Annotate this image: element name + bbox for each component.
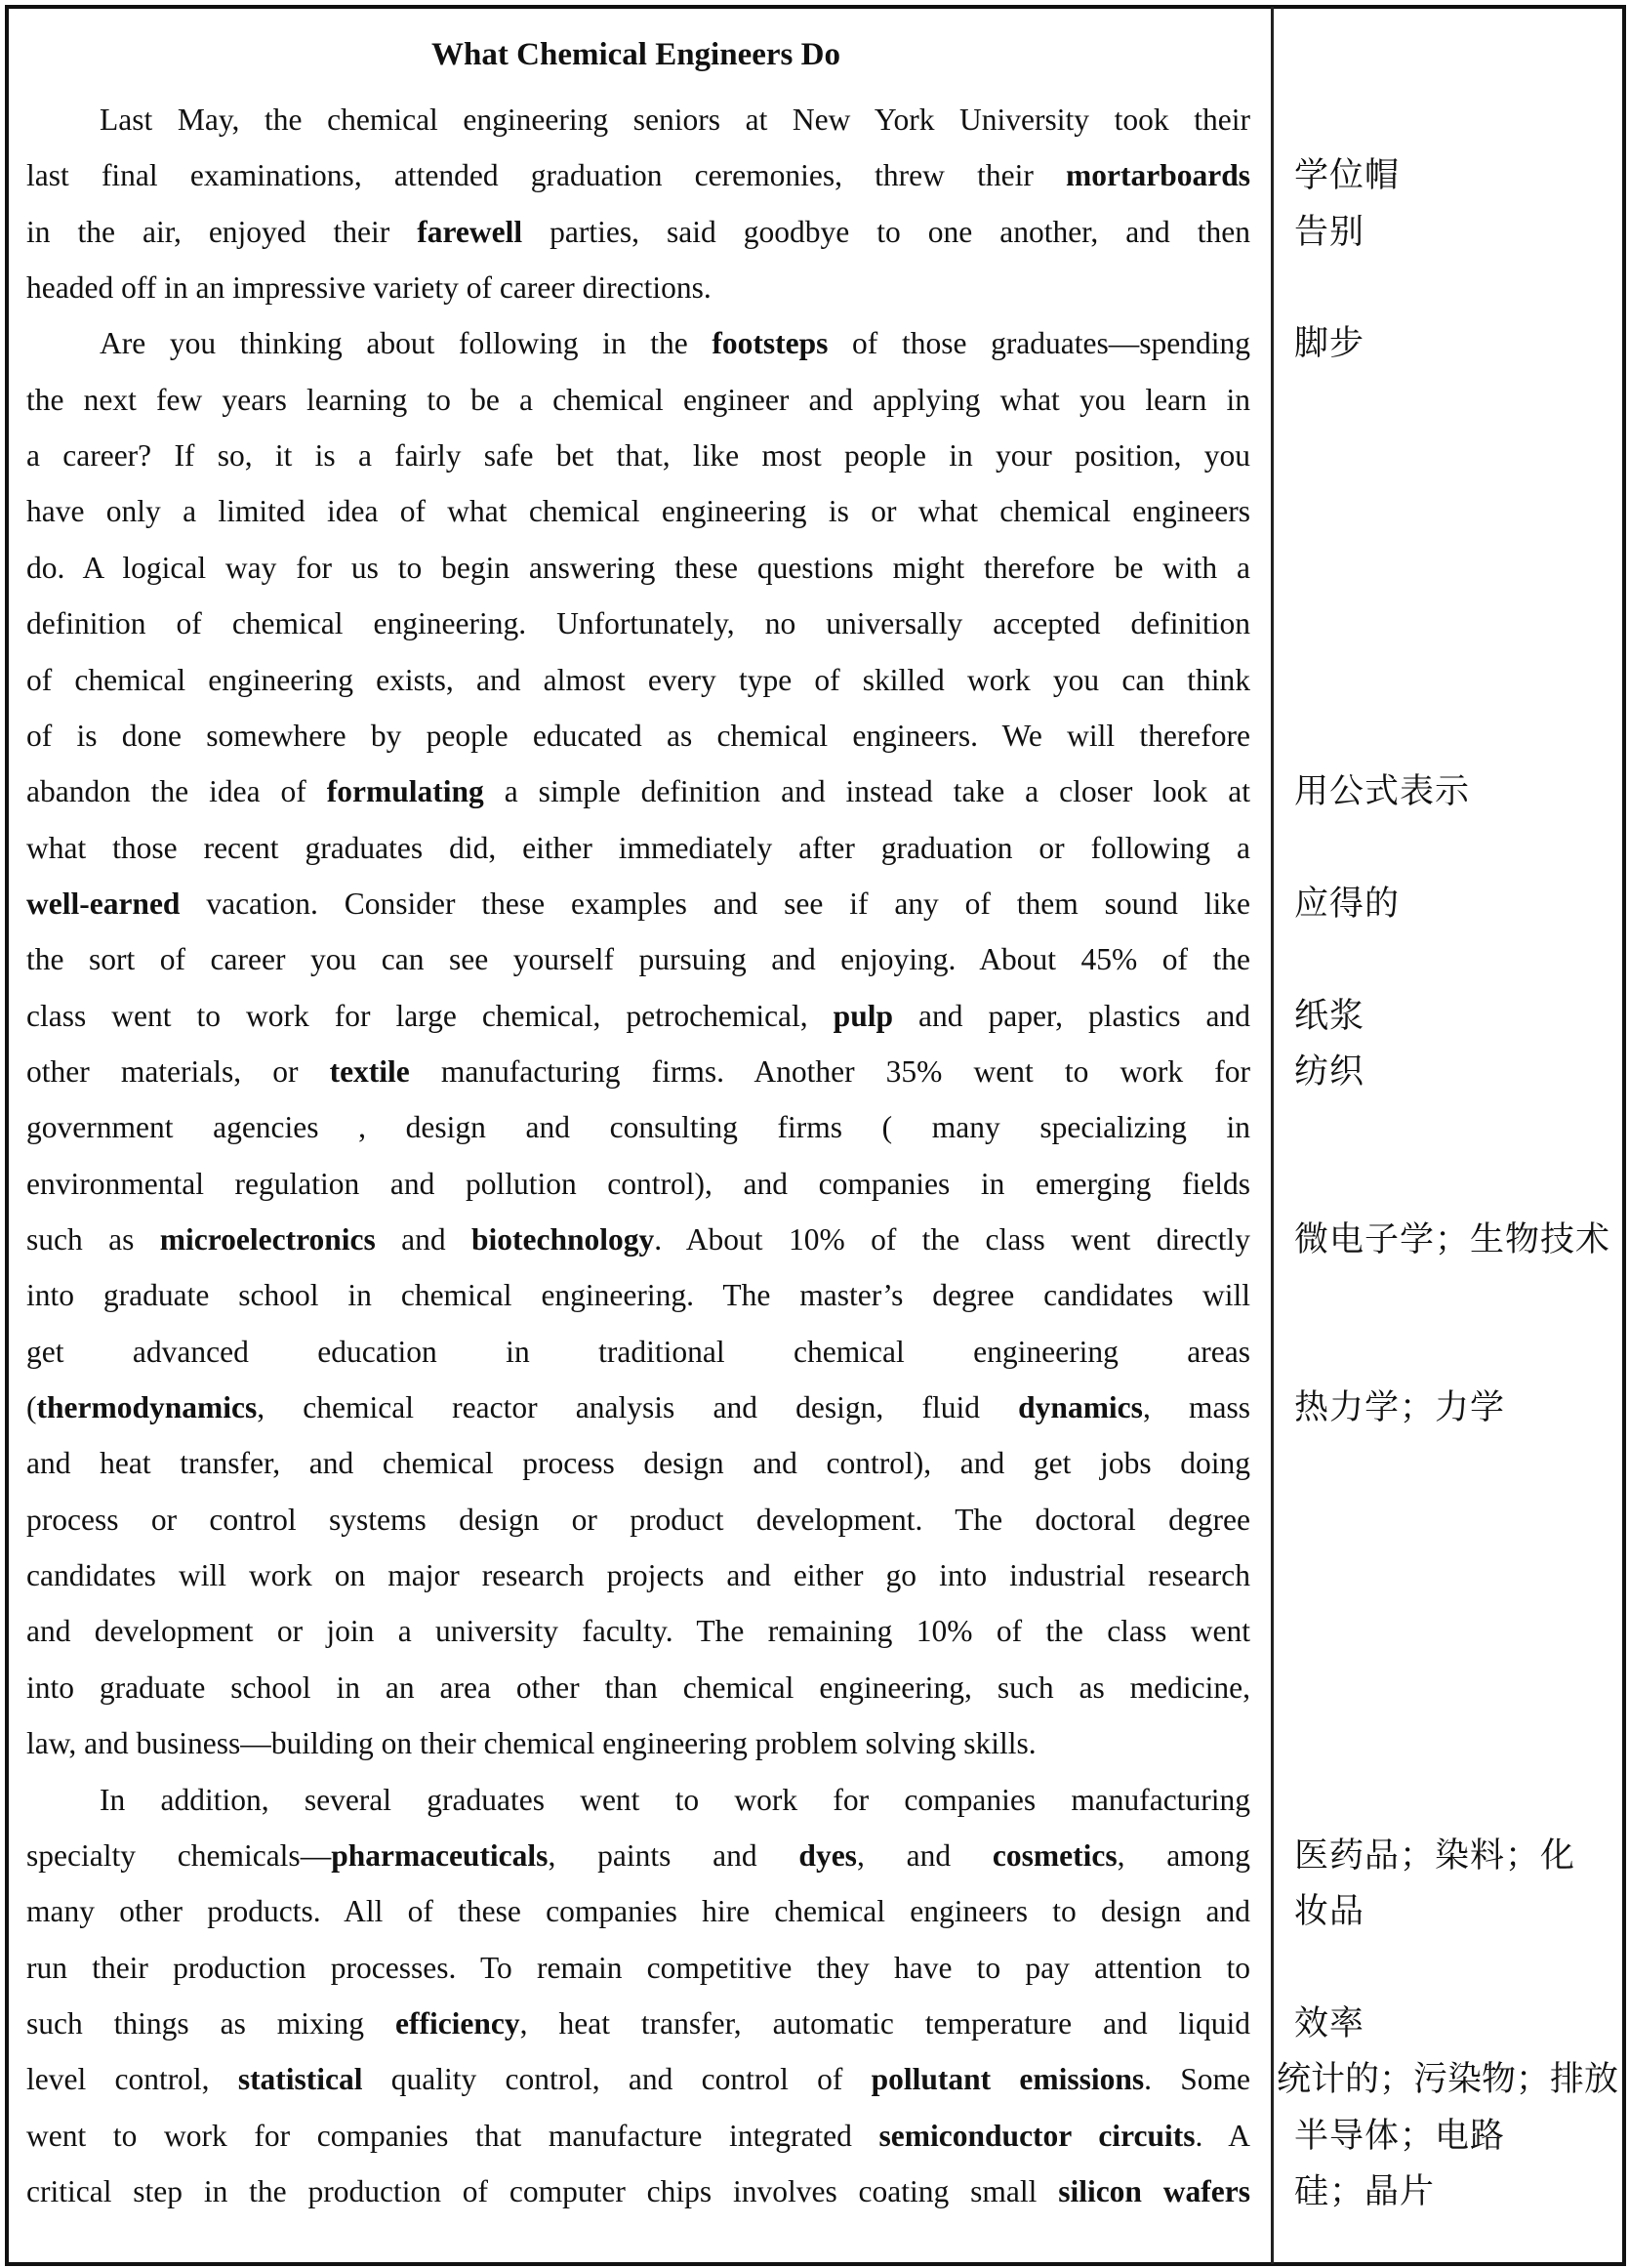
text-run: many other products. All of these companies hire chemical engineers to design and [26, 1894, 1250, 1929]
text-run: In addition, several graduates went to work for companies manufacturing [100, 1782, 1250, 1817]
text-line [26, 376, 1250, 425]
text-line [100, 1776, 1250, 1825]
text-run: and development or join a university faculty. The remaining 10% of the class went [26, 1614, 1250, 1649]
vocabulary-term: silicon wafers [1058, 2173, 1250, 2208]
text-run: and paper, plastics and [892, 998, 1251, 1033]
vocabulary-term: textile [329, 1053, 410, 1089]
glossary-entry: 微电子学；生物技术 [1294, 1220, 1611, 1259]
text-run: abandon the idea of [26, 774, 327, 809]
text-line [26, 487, 1250, 536]
vocabulary-term: well-earned [26, 886, 181, 921]
glossary-entry: 用公式表示 [1294, 772, 1471, 812]
text-run: government agencies , design and consulting firms ( many specializing in [26, 1110, 1250, 1145]
vocabulary-term: farewell [417, 214, 523, 249]
text-line [26, 1551, 1250, 1600]
text-run: of is done somewhere by people educated as chemical engineers. We will therefore [26, 718, 1250, 753]
text-run: what those recent graduates did, either immediately after graduation or following a [26, 830, 1250, 865]
vocabulary-term: pulp [833, 998, 893, 1033]
glossary-entry: 热力学；力学 [1294, 1388, 1506, 1428]
text-line [26, 935, 1250, 984]
text-run: , mass [1142, 1390, 1251, 1425]
text-run: level control, [26, 2062, 238, 2097]
vocabulary-term: cosmetics [992, 1837, 1118, 1873]
text-line [26, 2055, 1250, 2104]
text-run: of those graduates—spending [828, 326, 1251, 361]
glossary-entry: 统计的；污染物；排放 [1277, 2060, 1619, 2100]
text-run: , among [1117, 1837, 1250, 1873]
text-run: law, and business—building on their chemical engineering problem solving skills. [26, 1726, 1037, 1761]
text-run: , heat transfer, automatic temperature and liquid [519, 2005, 1251, 2041]
vocabulary-term: semiconductor circuits [878, 2118, 1196, 2153]
text-run: Are you thinking about following in the [100, 326, 713, 361]
glossary-entry: 告别 [1294, 212, 1365, 252]
vocabulary-term: statistical [237, 2062, 363, 2097]
text-run: and heat transfer, and chemical process design and control), and get jobs doing [26, 1446, 1250, 1481]
text-line [26, 1944, 1250, 1993]
text-run: the next few years learning to be a chemical engineer and applying what you learn in [26, 382, 1250, 417]
glossary-entry: 学位帽 [1294, 156, 1401, 196]
text-run: a career? If so, it is a fairly safe bet that, like most people in your position, you [26, 438, 1250, 474]
text-run: environmental regulation and pollution control), and companies in emerging fields [26, 1166, 1250, 1201]
text-line [26, 1328, 1250, 1377]
text-line [26, 208, 1250, 257]
text-run: Last May, the chemical engineering seniors at New York University took their [100, 103, 1250, 137]
text-line [26, 1216, 1250, 1264]
glossary-entry: 纺织 [1294, 1052, 1365, 1092]
text-run: critical step in the production of computer chips involves coating small [26, 2173, 1059, 2208]
glossary-entry: 效率 [1294, 2003, 1365, 2043]
text-run: of chemical engineering exists, and almost every type of skilled work you can think [26, 662, 1250, 697]
document-title: What Chemical Engineers Do [431, 37, 840, 72]
text-run: a simple definition and instead take a closer look at [483, 774, 1250, 809]
text-line [26, 1887, 1250, 1936]
text-line [100, 96, 1250, 144]
text-line [100, 319, 1250, 368]
glossary-entry: 脚步 [1294, 324, 1365, 364]
glossary-entry: 应得的 [1294, 884, 1401, 924]
text-run: , paints and [548, 1837, 799, 1873]
text-run: . About 10% of the class went directly [654, 1222, 1250, 1257]
text-run: process or control systems design or product development. The doctoral degree [26, 1502, 1250, 1537]
vocabulary-term: mortarboards [1066, 158, 1250, 193]
vocabulary-term: efficiency [394, 2005, 520, 2041]
text-line [26, 432, 1250, 480]
vocabulary-term: biotechnology [471, 1222, 655, 1257]
text-line [26, 880, 1250, 928]
vocabulary-term: pharmaceuticals [331, 1837, 549, 1873]
glossary-entry: 医药品；染料；化 [1294, 1835, 1576, 1876]
text-run: the sort of career you can see yourself pursuing and enjoying. About 45% of the [26, 942, 1250, 977]
text-line [26, 2112, 1250, 2161]
text-line [26, 544, 1250, 593]
text-line [26, 712, 1250, 761]
text-run: into graduate school in an area other than chemical engineering, such as medicine, [26, 1670, 1250, 1705]
text-run: specialty chemicals— [26, 1837, 332, 1873]
text-line [26, 1439, 1250, 1488]
glossary-entry: 妆品 [1294, 1892, 1365, 1932]
text-run: have only a limited idea of what chemical engineering is or what chemical engineers [26, 494, 1250, 529]
text-run: manufacturing firms. Another 35% went to work for [409, 1053, 1250, 1089]
text-run: such things as mixing [26, 2005, 395, 2041]
text-run: get advanced education in traditional chemical engineering areas [26, 1334, 1250, 1369]
text-line [26, 1383, 1250, 1432]
text-run: definition of chemical engineering. Unfortunately, no universally accepted definition [26, 606, 1250, 641]
text-line [26, 1496, 1250, 1545]
vocabulary-term: dynamics [1018, 1390, 1143, 1425]
text-line [26, 1103, 1250, 1152]
text-run: candidates will work on major research projects and either go into industrial research [26, 1558, 1250, 1593]
vocabulary-term: dyes [798, 1837, 857, 1873]
text-run: run their production processes. To remain competitive they have to pay attention to [26, 1950, 1250, 1985]
text-run: do. A logical way for us to begin answering these questions might therefore be with a [26, 550, 1250, 585]
text-run: , and [856, 1837, 993, 1873]
text-run: vacation. Consider these examples and see if any of them sound like [180, 886, 1250, 921]
text-run: other materials, or [26, 1053, 330, 1089]
text-run: went to work for companies that manufacture integrated [26, 2118, 879, 2153]
text-run: such as [26, 1222, 160, 1257]
text-run: class went to work for large chemical, petrochemical, [26, 998, 834, 1033]
text-line [26, 656, 1250, 705]
vocabulary-term: pollutant emissions [871, 2062, 1145, 2097]
text-run: and [375, 1222, 472, 1257]
text-line [26, 264, 1250, 312]
text-run: parties, said goodbye to one another, and then [522, 214, 1251, 249]
text-run: ( [26, 1390, 37, 1425]
glossary-entry: 硅；晶片 [1294, 2171, 1436, 2211]
text-line [26, 2000, 1250, 2048]
text-run: . Some [1144, 2062, 1250, 2097]
text-line [26, 1160, 1250, 1209]
text-run: , chemical reactor analysis and design, fluid [257, 1390, 1019, 1425]
text-run: headed off in an impressive variety of career directions. [26, 270, 712, 306]
text-line [26, 824, 1250, 873]
text-line [26, 599, 1250, 648]
text-line [26, 1832, 1250, 1880]
glossary-entry: 半导体；电路 [1294, 2116, 1506, 2156]
text-line [26, 992, 1250, 1041]
text-line [26, 767, 1250, 816]
column-divider [1271, 7, 1274, 2264]
vocabulary-term: thermodynamics [36, 1390, 258, 1425]
text-run: quality control, and control of [362, 2062, 872, 2097]
vocabulary-term: footsteps [712, 326, 829, 361]
text-line [26, 2167, 1250, 2216]
vocabulary-term: microelectronics [159, 1222, 376, 1257]
text-line [26, 1048, 1250, 1096]
text-line [26, 1719, 1250, 1768]
text-run: into graduate school in chemical engineering. The master’s degree candidates will [26, 1278, 1250, 1313]
text-run: in the air, enjoyed their [26, 214, 418, 249]
text-line [26, 1664, 1250, 1712]
text-line [26, 151, 1250, 200]
text-run: . A [1195, 2118, 1251, 2153]
text-line [26, 1607, 1250, 1656]
vocabulary-term: formulating [326, 774, 484, 809]
glossary-entry: 纸浆 [1294, 996, 1365, 1036]
text-run: last final examinations, attended graduation ceremonies, threw their [26, 158, 1067, 193]
text-line [26, 1271, 1250, 1320]
